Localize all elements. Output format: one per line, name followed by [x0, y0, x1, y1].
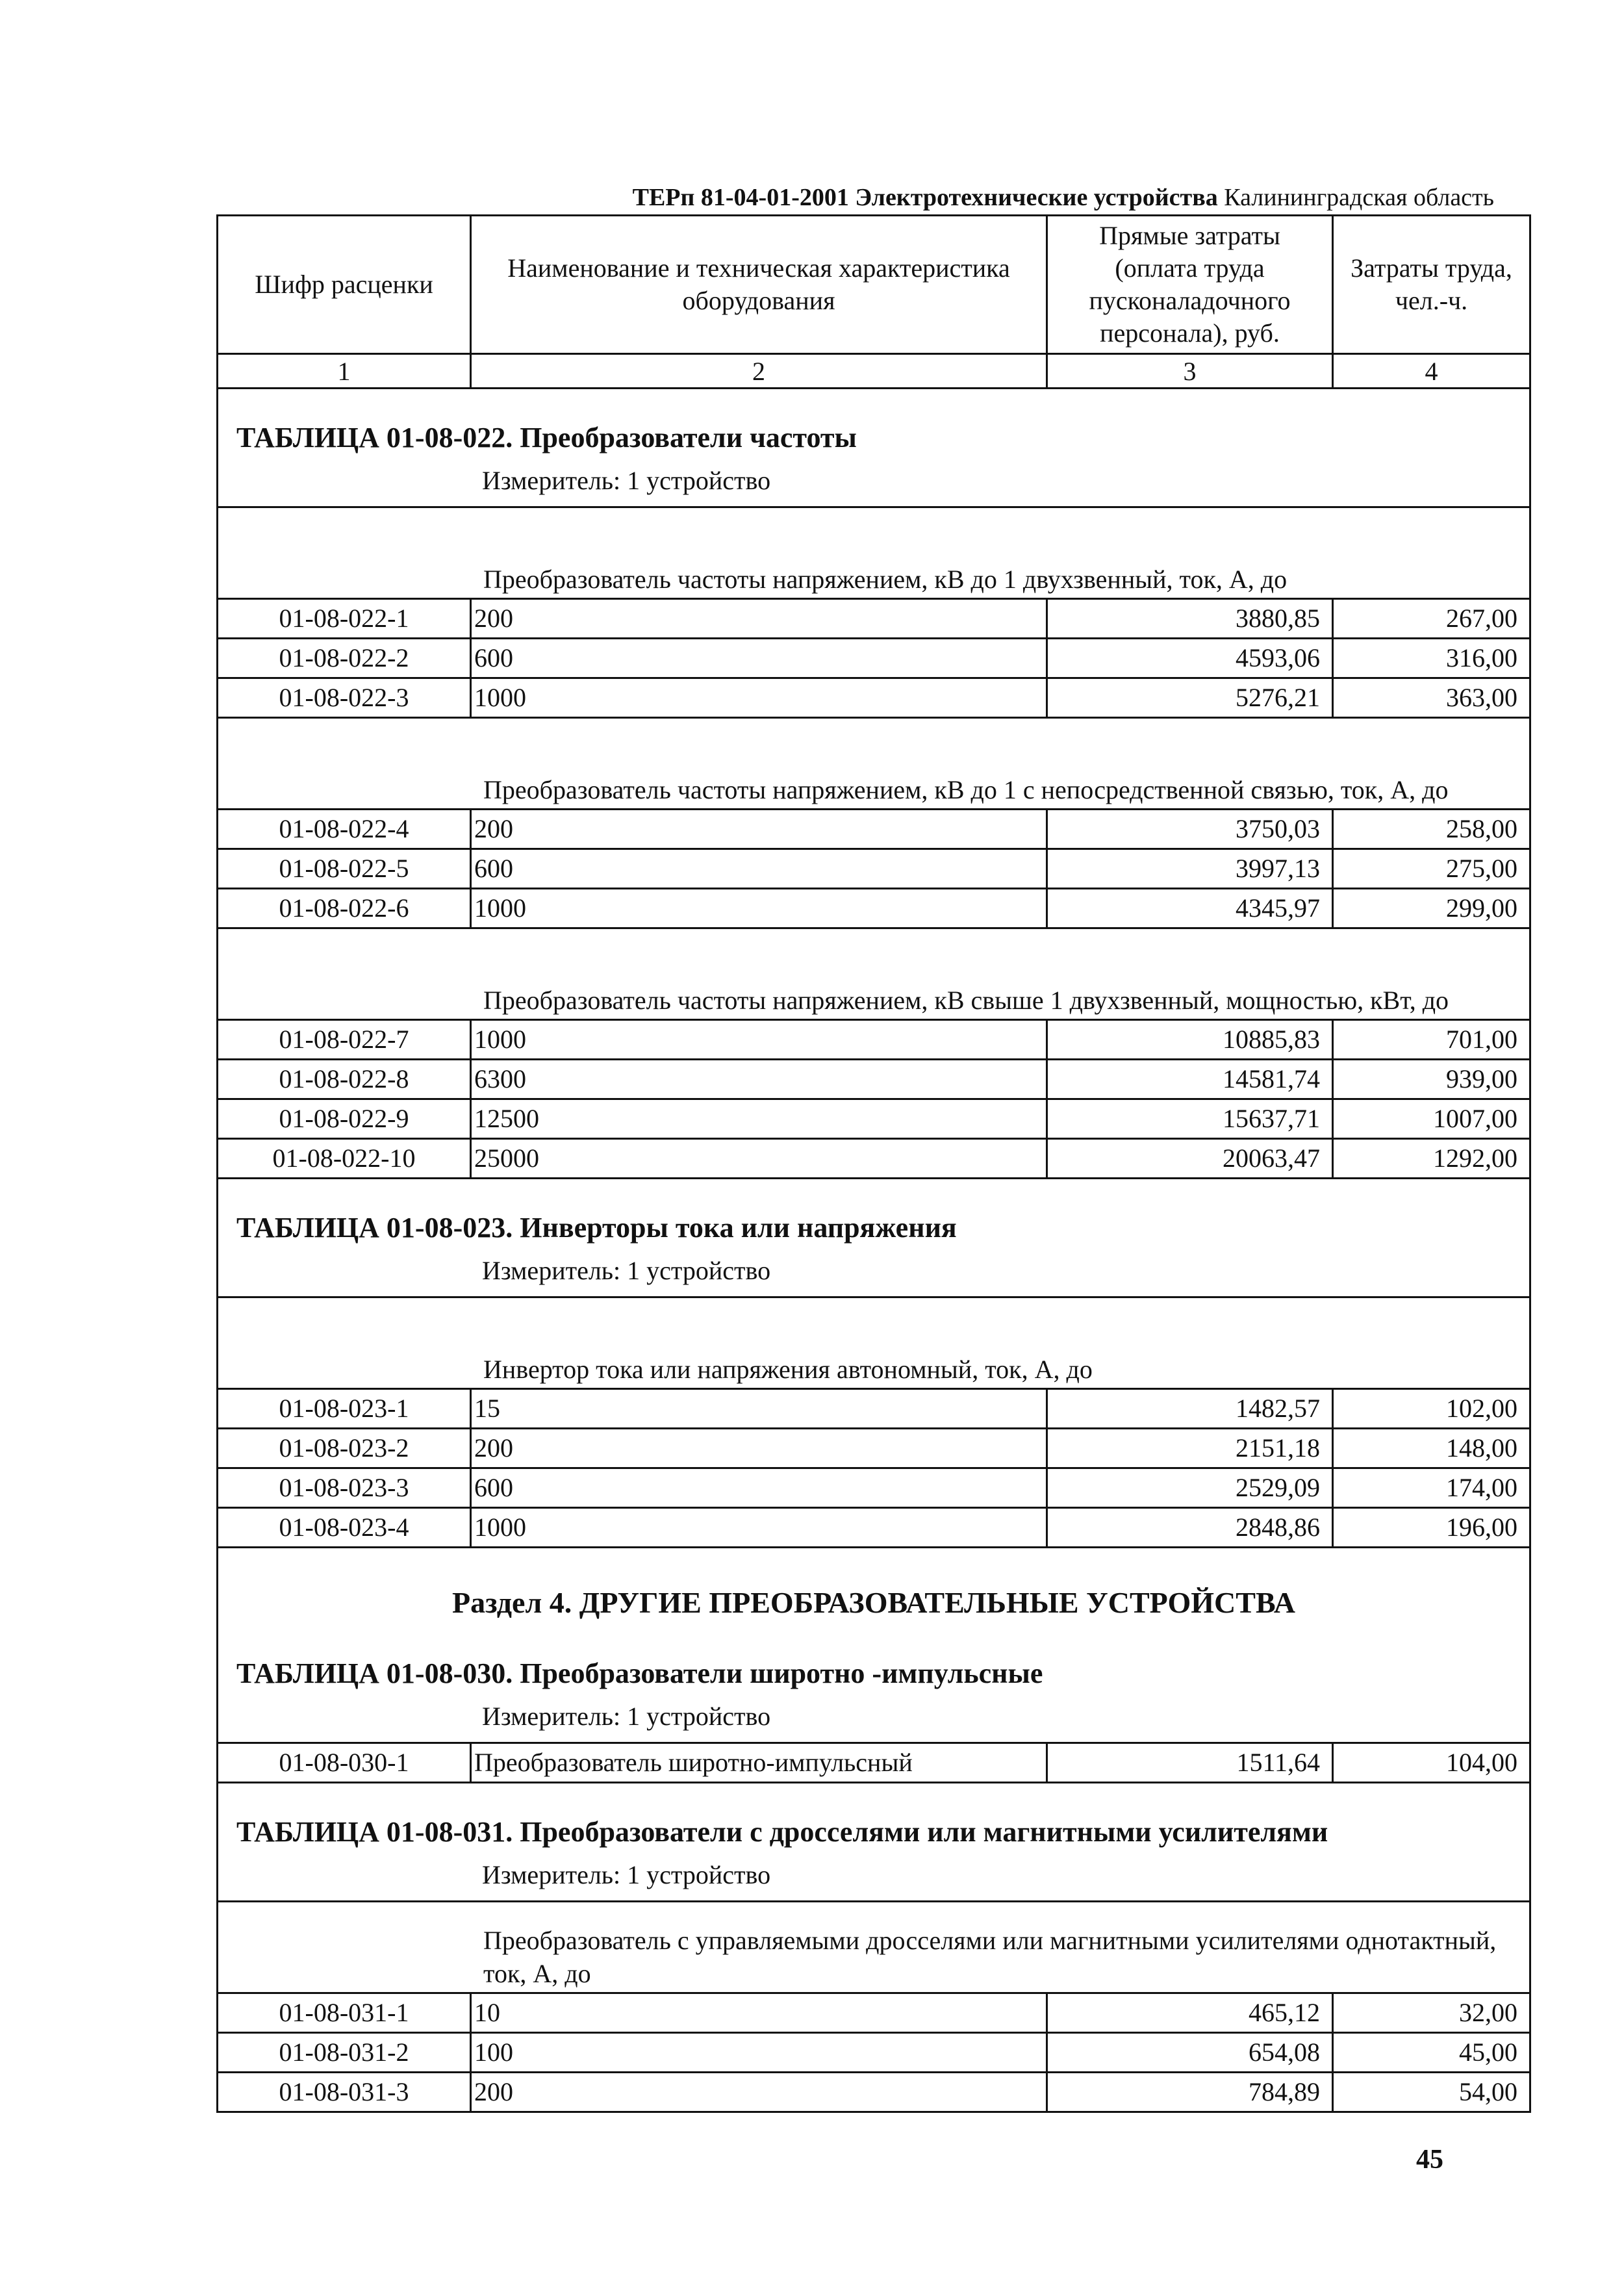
labor-cost: 275,00: [1333, 849, 1530, 889]
table-row: [218, 1468, 1530, 1508]
measure-label: Измеритель: 1 устройство: [482, 1859, 771, 1889]
rate-code: 01-08-022-1: [218, 599, 471, 639]
group-description-cell: [218, 928, 1530, 1020]
direct-cost: 4345,97: [1047, 889, 1333, 928]
measure-label: Измеритель: 1 устройство: [482, 1255, 771, 1285]
direct-cost: 465,12: [1047, 1993, 1333, 2033]
table-row: [218, 1060, 1530, 1099]
rate-code: 01-08-031-3: [218, 2073, 471, 2112]
measure-cell: [218, 454, 1530, 507]
labor-cost: 148,00: [1333, 1429, 1530, 1468]
labor-cost: 267,00: [1333, 599, 1530, 639]
parameter: 1000: [471, 889, 1047, 928]
parameter: 600: [471, 1468, 1047, 1508]
direct-cost: 3997,13: [1047, 849, 1333, 889]
table-title: ТАБЛИЦА 01-08-023. Инверторы тока или напряжения: [218, 1179, 1530, 1245]
column-number: 2: [471, 354, 1047, 389]
group-description-cell: [218, 507, 1530, 599]
table-title-row: [218, 389, 1530, 455]
labor-cost: 316,00: [1333, 639, 1530, 678]
rate-code: 01-08-022-9: [218, 1099, 471, 1139]
table-title-row: [218, 1783, 1530, 1849]
table-title-row: [218, 1179, 1530, 1245]
measure-label: Измеритель: 1 устройство: [482, 465, 771, 495]
group-description: Преобразователь частоты напряжением, кВ до 1 с непосредственной связью, ток, А, до: [483, 775, 1449, 805]
parameter: 200: [471, 599, 1047, 639]
direct-cost: 784,89: [1047, 2073, 1333, 2112]
rates-table: [216, 214, 1531, 2113]
column-header-row: [218, 216, 1530, 354]
rate-code: 01-08-023-2: [218, 1429, 471, 1468]
rate-code: 01-08-031-1: [218, 1993, 471, 2033]
direct-cost: 1511,64: [1047, 1743, 1333, 1783]
table-row: [218, 889, 1530, 928]
table-row: [218, 810, 1530, 849]
parameter: 200: [471, 1429, 1047, 1468]
column-header-name: Наименование и техническая характеристика оборудования: [471, 216, 1047, 354]
labor-cost: 102,00: [1333, 1389, 1530, 1429]
group-description-cell: [218, 718, 1530, 810]
group-description: Инвертор тока или напряжения автономный, ток, А, до: [483, 1355, 1093, 1385]
table-title-row: [218, 1625, 1530, 1690]
labor-cost: 174,00: [1333, 1468, 1530, 1508]
rate-code: 01-08-023-3: [218, 1468, 471, 1508]
measure-cell: [218, 1244, 1530, 1297]
measure-row: [218, 1244, 1530, 1297]
direct-cost: 1482,57: [1047, 1389, 1333, 1429]
direct-cost: 4593,06: [1047, 639, 1333, 678]
table-row: [218, 599, 1530, 639]
labor-cost: 104,00: [1333, 1743, 1530, 1783]
direct-cost: 20063,47: [1047, 1139, 1333, 1179]
table-row: [218, 1743, 1530, 1783]
parameter: Преобразователь широтно-импульсный: [471, 1743, 1047, 1783]
labor-cost: 196,00: [1333, 1508, 1530, 1548]
direct-cost: 654,08: [1047, 2033, 1333, 2073]
column-header-cost: Прямые затраты (оплата труда пусконаладочного персонала), руб.: [1047, 216, 1333, 354]
group-description-cell: [218, 1902, 1530, 1993]
document-title: ТЕРп 81-04-01-2001 Электротехнические устройства: [632, 184, 1218, 211]
section-heading-row: [218, 1548, 1530, 1626]
measure-row: [218, 1848, 1530, 1902]
section-heading: Раздел 4. ДРУГИЕ ПРЕОБРАЗОВАТЕЛЬНЫЕ УСТРОЙСТВА: [218, 1548, 1530, 1626]
table-row: [218, 1020, 1530, 1060]
table-row: [218, 2073, 1530, 2112]
measure-row: [218, 454, 1530, 507]
labor-cost: 258,00: [1333, 810, 1530, 849]
group-description-row: [218, 1297, 1530, 1389]
table-row: [218, 2033, 1530, 2073]
labor-cost: 54,00: [1333, 2073, 1530, 2112]
group-description: Преобразователь частоты напряжением, кВ свыше 1 двухзвенный, мощностью, кВт, до: [483, 986, 1449, 1016]
parameter: 25000: [471, 1139, 1047, 1179]
direct-cost: 14581,74: [1047, 1060, 1333, 1099]
labor-cost: 701,00: [1333, 1020, 1530, 1060]
parameter: 1000: [471, 1508, 1047, 1548]
direct-cost: 10885,83: [1047, 1020, 1333, 1060]
table-row: [218, 678, 1530, 718]
table-title: ТАБЛИЦА 01-08-030. Преобразователи широтно -импульсные: [218, 1625, 1530, 1690]
group-description-row: [218, 928, 1530, 1020]
labor-cost: 32,00: [1333, 1993, 1530, 2033]
labor-cost: 1292,00: [1333, 1139, 1530, 1179]
column-header-code: Шифр расценки: [218, 216, 471, 354]
direct-cost: 3750,03: [1047, 810, 1333, 849]
region-label: Калининградская область: [1224, 184, 1494, 211]
measure-row: [218, 1690, 1530, 1743]
direct-cost: 3880,85: [1047, 599, 1333, 639]
direct-cost: 2848,86: [1047, 1508, 1333, 1548]
group-description-row: [218, 507, 1530, 599]
table-row: [218, 849, 1530, 889]
table-title: ТАБЛИЦА 01-08-022. Преобразователи частоты: [218, 389, 1530, 455]
parameter: 12500: [471, 1099, 1047, 1139]
labor-cost: 1007,00: [1333, 1099, 1530, 1139]
page-header: [221, 183, 1494, 216]
table-row: [218, 1993, 1530, 2033]
rate-code: 01-08-022-8: [218, 1060, 471, 1099]
measure-cell: [218, 1690, 1530, 1743]
group-description-row: [218, 1902, 1530, 1993]
column-number: 3: [1047, 354, 1333, 389]
labor-cost: 299,00: [1333, 889, 1530, 928]
parameter: 200: [471, 2073, 1047, 2112]
table-row: [218, 1389, 1530, 1429]
labor-cost: 939,00: [1333, 1060, 1530, 1099]
rate-code: 01-08-022-4: [218, 810, 471, 849]
parameter: 100: [471, 2033, 1047, 2073]
direct-cost: 2151,18: [1047, 1429, 1333, 1468]
measure-label: Измеритель: 1 устройство: [482, 1701, 771, 1731]
column-number-row: [218, 354, 1530, 389]
direct-cost: 2529,09: [1047, 1468, 1333, 1508]
rate-code: 01-08-022-10: [218, 1139, 471, 1179]
rate-code: 01-08-023-1: [218, 1389, 471, 1429]
group-description-cell: [218, 1297, 1530, 1389]
direct-cost: 5276,21: [1047, 678, 1333, 718]
table-row: [218, 1139, 1530, 1179]
rate-code: 01-08-022-3: [218, 678, 471, 718]
rate-code: 01-08-022-5: [218, 849, 471, 889]
parameter: 1000: [471, 1020, 1047, 1060]
rate-code: 01-08-022-2: [218, 639, 471, 678]
column-header-labor: Затраты труда, чел.-ч.: [1333, 216, 1530, 354]
page-number: 45: [1416, 2145, 1443, 2175]
rate-code: 01-08-030-1: [218, 1743, 471, 1783]
parameter: 600: [471, 849, 1047, 889]
rate-code: 01-08-022-7: [218, 1020, 471, 1060]
column-number: 4: [1333, 354, 1530, 389]
group-description-row: [218, 718, 1530, 810]
parameter: 15: [471, 1389, 1047, 1429]
measure-cell: [218, 1848, 1530, 1902]
column-number: 1: [218, 354, 471, 389]
table-row: [218, 1508, 1530, 1548]
parameter: 600: [471, 639, 1047, 678]
table-row: [218, 639, 1530, 678]
table-title: ТАБЛИЦА 01-08-031. Преобразователи с дросселями или магнитными усилителями: [218, 1783, 1530, 1849]
labor-cost: 363,00: [1333, 678, 1530, 718]
parameter: 6300: [471, 1060, 1047, 1099]
table-row: [218, 1099, 1530, 1139]
parameter: 10: [471, 1993, 1047, 2033]
group-description: Преобразователь частоты напряжением, кВ до 1 двухзвенный, ток, А, до: [483, 565, 1288, 594]
parameter: 200: [471, 810, 1047, 849]
rate-code: 01-08-023-4: [218, 1508, 471, 1548]
direct-cost: 15637,71: [1047, 1099, 1333, 1139]
labor-cost: 45,00: [1333, 2033, 1530, 2073]
group-description: Преобразователь с управляемыми дросселями или магнитными усилителями однотактный, ток, А, до: [483, 1926, 1497, 1989]
rate-code: 01-08-031-2: [218, 2033, 471, 2073]
parameter: 1000: [471, 678, 1047, 718]
rate-code: 01-08-022-6: [218, 889, 471, 928]
table-row: [218, 1429, 1530, 1468]
